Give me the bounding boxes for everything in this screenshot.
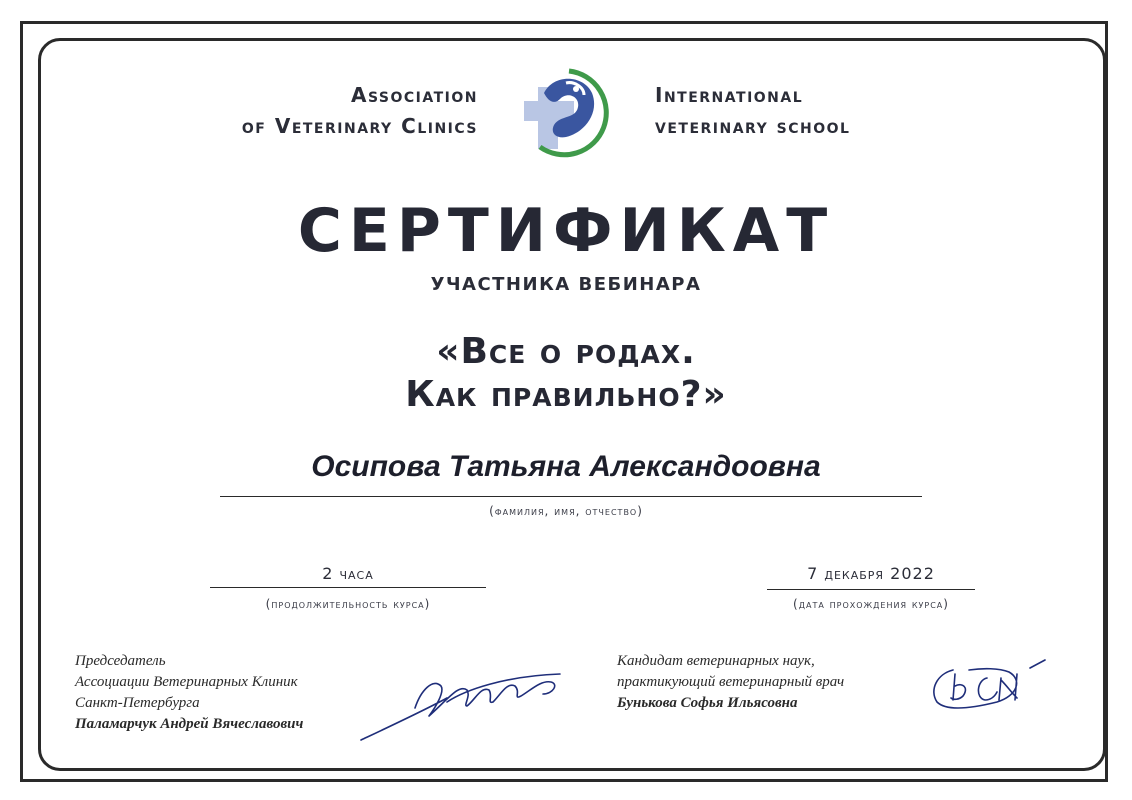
association-line-2: of Veterinary Clinics <box>241 114 478 138</box>
name-caption: (фамилия, имя, отчество) <box>489 504 643 518</box>
school-line-1: International <box>655 83 804 107</box>
signatory-right-line-2: практикующий ветеринарный врач <box>617 674 845 690</box>
signatory-left-name: Паламарчук Андрей Вячеславович <box>75 716 304 732</box>
vet-school-logo-icon <box>514 63 624 158</box>
participant-name: Осипова Татьяна Александоовна <box>311 450 821 483</box>
handwritten-signature-icon <box>355 660 565 745</box>
course-title-line-2: Как правильно?» <box>405 374 727 415</box>
handwritten-signature-icon <box>925 658 1050 716</box>
school-line-2: veterinary school <box>655 114 851 138</box>
signatory-right <box>617 651 844 714</box>
association-line-1: Association <box>350 83 478 107</box>
course-title <box>0 330 1132 416</box>
name-underline <box>220 496 922 497</box>
signatory-left-line-3: Санкт-Петербурга <box>75 695 200 711</box>
date-underline <box>767 589 975 590</box>
school-name <box>655 80 850 142</box>
date-caption: (дата прохождения курса) <box>793 597 949 611</box>
certificate-title: СЕРТИФИКАТ <box>297 196 835 266</box>
signatory-left <box>75 651 303 735</box>
duration-caption: (продолжительность курса) <box>265 597 431 611</box>
signatory-left-line-2: Ассоциации Ветеринарных Клиник <box>75 674 298 690</box>
certificate-subtitle: УЧАСТНИКА ВЕБИНАРА <box>430 274 702 295</box>
signatory-right-name: Бунькова Софья Ильясовна <box>617 695 798 711</box>
signatory-left-line-1: Председатель <box>75 653 166 669</box>
course-title-line-1: «Все о родах. <box>436 331 696 372</box>
duration-underline <box>210 587 486 588</box>
signatory-right-line-1: Кандидат ветеринарных наук, <box>617 653 815 669</box>
association-name <box>242 80 478 142</box>
duration-value: 2 часа <box>322 564 374 583</box>
date-value: 7 декабря 2022 <box>807 564 935 583</box>
